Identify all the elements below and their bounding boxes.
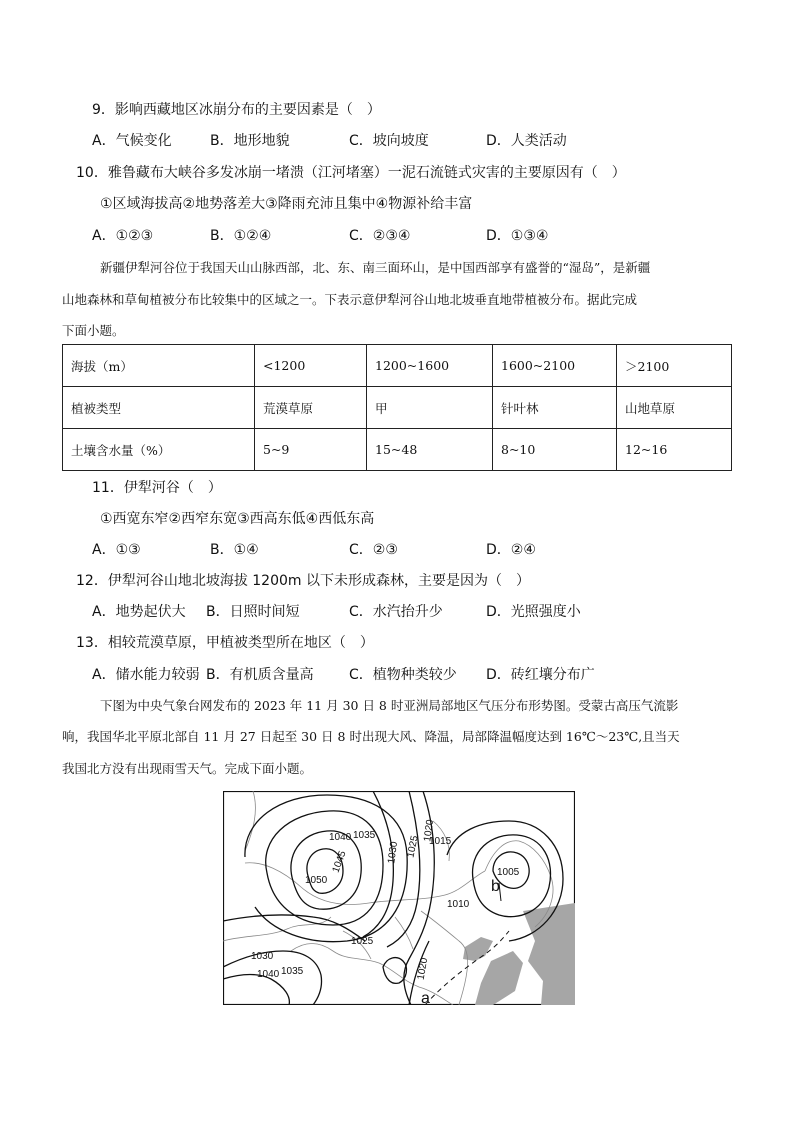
label-1040a: 1040 [329,832,352,843]
pressure-map [223,791,575,1005]
option-d[interactable]: D．光照强度小 [486,604,581,620]
label-1010: 1010 [447,899,470,910]
label-1020b: 1020 [415,956,431,981]
label-1030b: 1030 [251,951,274,962]
option-d[interactable]: D．砖红壤分布广 [486,667,595,683]
table-cell: 甲 [367,387,493,429]
option-c[interactable]: C．②③④ [349,228,411,244]
passage-1-line-3: 下面小题。 [62,323,125,338]
option-c[interactable]: C．②③ [349,542,398,558]
passage-1-line-2: 山地森林和草甸植被分布比较集中的区域之一。下表示意伊犁河谷山地北坡垂直地带植被分布。据此完成 [62,292,638,307]
label-1035a: 1035 [353,830,376,841]
passage-2-line-1: 下图为中央气象台网发布的 2023 年 11 月 30 日 8 时亚洲局部地区气压分布形势图。受蒙古高压气流影 [100,698,679,713]
question-11-stem: 11．伊犁河谷（ ） [92,480,222,496]
option-a[interactable]: A．气候变化 [92,133,172,149]
option-c[interactable]: C．水汽抬升少 [349,604,443,620]
table-row [63,429,732,471]
label-1020a: 1020 [422,818,437,843]
vegetation-table [62,344,732,471]
question-9-stem: 9．影响西藏地区冰崩分布的主要因素是（ ） [92,102,381,118]
option-b[interactable]: B．地形地貌 [210,133,290,149]
question-10-stem: 10．雅鲁藏布大峡谷多发冰崩一堵溃（江河堵塞）一泥石流链式灾害的主要原因有（ ） [76,165,626,181]
option-c[interactable]: C．植物种类较少 [349,667,457,683]
label-1035b: 1035 [281,966,304,977]
label-1045: 1045 [330,849,349,875]
option-c[interactable]: C．坡向坡度 [349,133,429,149]
label-1040b: 1040 [257,969,280,980]
table-cell: 山地草原 [617,387,732,429]
label-1025b: 1025 [351,936,374,947]
option-b[interactable]: B．①④ [210,542,259,558]
table-cell: 荒漠草原 [255,387,367,429]
option-a[interactable]: A．储水能力较弱 [92,667,200,683]
label-1025a: 1025 [405,834,421,859]
label-1005: 1005 [497,867,520,878]
passage-2-line-2: 响，我国华北平原北部自 11 月 27 日起至 30 日 8 时出现大风、降温，局部降温幅度达到 16℃～23℃,且当天 [62,729,680,744]
table-row [63,387,732,429]
table-cell: 15~48 [367,429,493,471]
option-a[interactable]: A．地势起伏大 [92,604,186,620]
table-cell: 针叶林 [493,387,617,429]
point-b-label: b [491,878,500,895]
passage-2-line-3: 我国北方没有出现雨雪天气。完成下面小题。 [62,761,313,776]
option-b[interactable]: B．日照时间短 [206,604,300,620]
option-b[interactable]: B．有机质含量高 [206,667,314,683]
question-13-stem: 13．相较荒漠草原，甲植被类型所在地区（ ） [76,635,374,651]
question-12-stem: 12．伊犁河谷山地北坡海拔 1200m 以下未形成森林，主要是因为（ ） [76,573,530,589]
table-cell: 8~10 [493,429,617,471]
label-1050: 1050 [305,875,328,886]
table-cell: 5~9 [255,429,367,471]
option-a[interactable]: A．①③ [92,542,141,558]
table-cell: 土壤含水量（%） [63,429,255,471]
table-cell: 植被类型 [63,387,255,429]
question-11-statements: ①西宽东窄②西窄东宽③西高东低④西低东高 [100,511,375,527]
option-d[interactable]: D．②④ [486,542,536,558]
passage-1-line-1: 新疆伊犁河谷位于我国天山山脉西部，北、东、南三面环山，是中国西部享有盛誉的“湿岛”，是新疆 [100,260,651,275]
point-a-label: a [421,990,430,1005]
table-cell: ＞2100 [617,345,732,387]
option-b[interactable]: B．①②④ [210,228,272,244]
question-10-statements: ①区域海拔高②地势落差大③降雨充沛且集中④物源补给丰富 [100,196,473,212]
option-a[interactable]: A．①②③ [92,228,154,244]
table-cell: <1200 [255,345,367,387]
table-cell: 12~16 [617,429,732,471]
label-1015: 1015 [429,836,452,847]
table-cell: 1600~2100 [493,345,617,387]
option-d[interactable]: D．人类活动 [486,133,567,149]
table-cell: 1200~1600 [367,345,493,387]
table-cell: 海拔（m） [63,345,255,387]
label-1030a: 1030 [386,840,401,865]
table-row [63,345,732,387]
option-d[interactable]: D．①③④ [486,228,549,244]
